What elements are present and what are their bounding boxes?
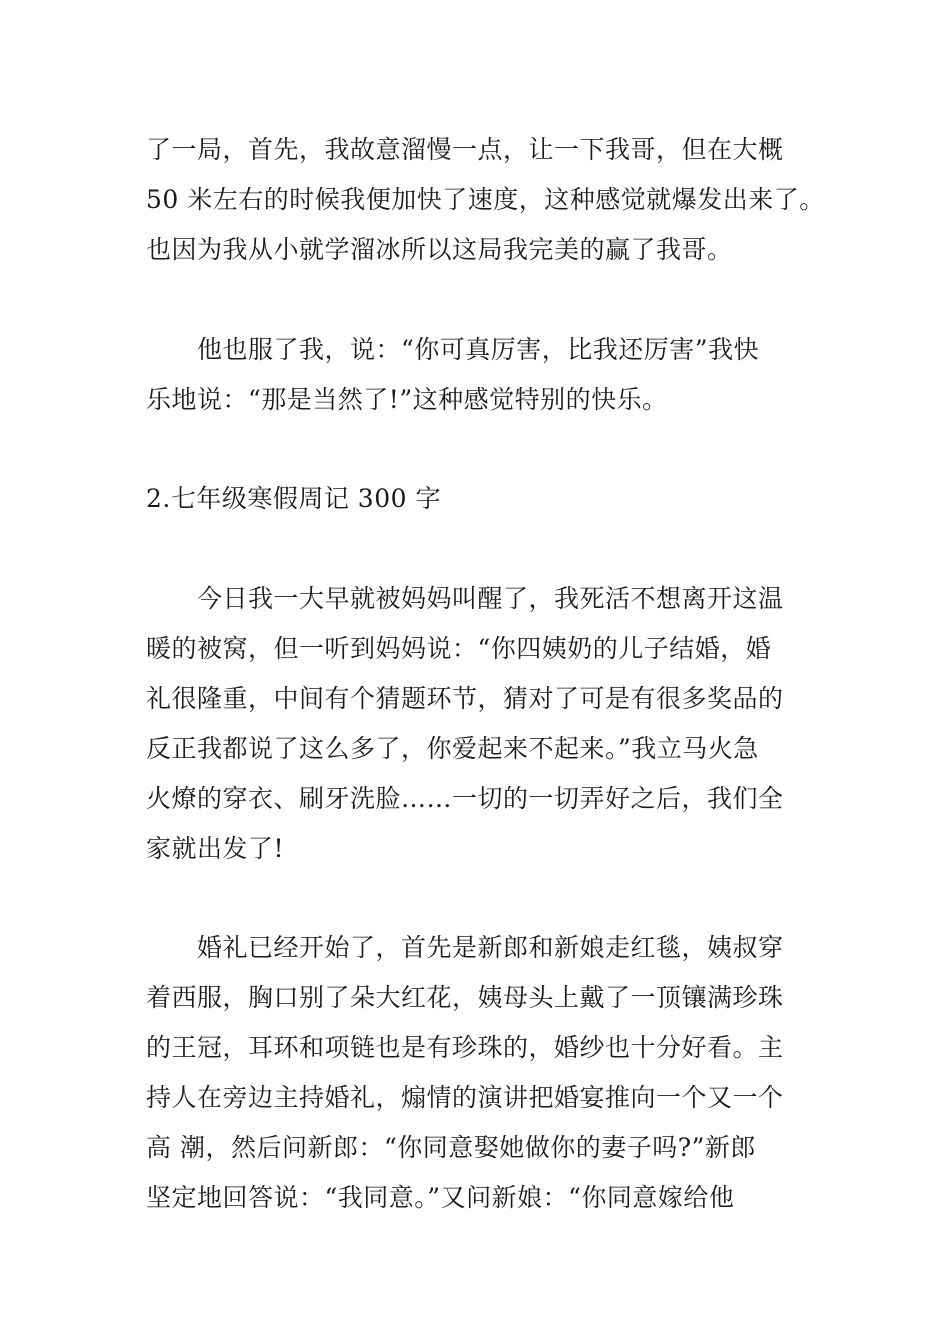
paragraph-line: 婚礼已经开始了，首先是新郎和新娘走红毯，姨叔穿 bbox=[197, 933, 784, 962]
paragraph-line: 火燎的穿衣、刷牙洗脸……一切的一切弄好之后，我们全 bbox=[146, 784, 784, 813]
paragraph-line: 的王冠，耳环和项链也是有珍珠的，婚纱也十分好看。主 bbox=[146, 1033, 784, 1062]
paragraph-line: 坚定地回答说：“我同意。”又问新娘：“你同意嫁给他 bbox=[146, 1183, 735, 1212]
paragraph-line: 了一局，首先，我故意溜慢一点，让一下我哥，但在大概 bbox=[146, 135, 784, 164]
paragraph-line: 50 米左右的时候我便加快了速度，这种感觉就爆发出来了。 bbox=[146, 185, 825, 214]
paragraph-line: 高 潮，然后问新郎：“你同意娶她做你的妻子吗?”新郎 bbox=[146, 1133, 756, 1162]
paragraph-line: 乐地说：“那是当然了!”这种感觉特别的快乐。 bbox=[146, 385, 668, 414]
paragraph-line: 也因为我从小就学溜冰所以这局我完美的赢了我哥。 bbox=[146, 235, 733, 264]
paragraph-line: 他也服了我，说：“你可真厉害，比我还厉害”我快 bbox=[197, 335, 760, 364]
paragraph-line: 礼很隆重，中间有个猜题环节，猜对了可是有很多奖品的 bbox=[146, 684, 784, 713]
paragraph-line: 家就出发了! bbox=[146, 834, 285, 863]
paragraph-line: 今日我一大早就被妈妈叫醒了，我死活不想离开这温 bbox=[197, 584, 784, 613]
paragraph-line: 暖的被窝，但一听到妈妈说：“你四姨奶的儿子结婚，婚 bbox=[146, 634, 772, 663]
paragraph-line: 持人在旁边主持婚礼，煽情的演讲把婚宴推向一个又一个 bbox=[146, 1083, 784, 1112]
section-heading: 2.七年级寒假周记 300 字 bbox=[146, 484, 441, 513]
paragraph-line: 反正我都说了这么多了，你爱起来不起来。”我立马火急 bbox=[146, 734, 759, 763]
paragraph-line: 着西服，胸口别了朵大红花，姨母头上戴了一顶镶满珍珠 bbox=[146, 983, 784, 1012]
